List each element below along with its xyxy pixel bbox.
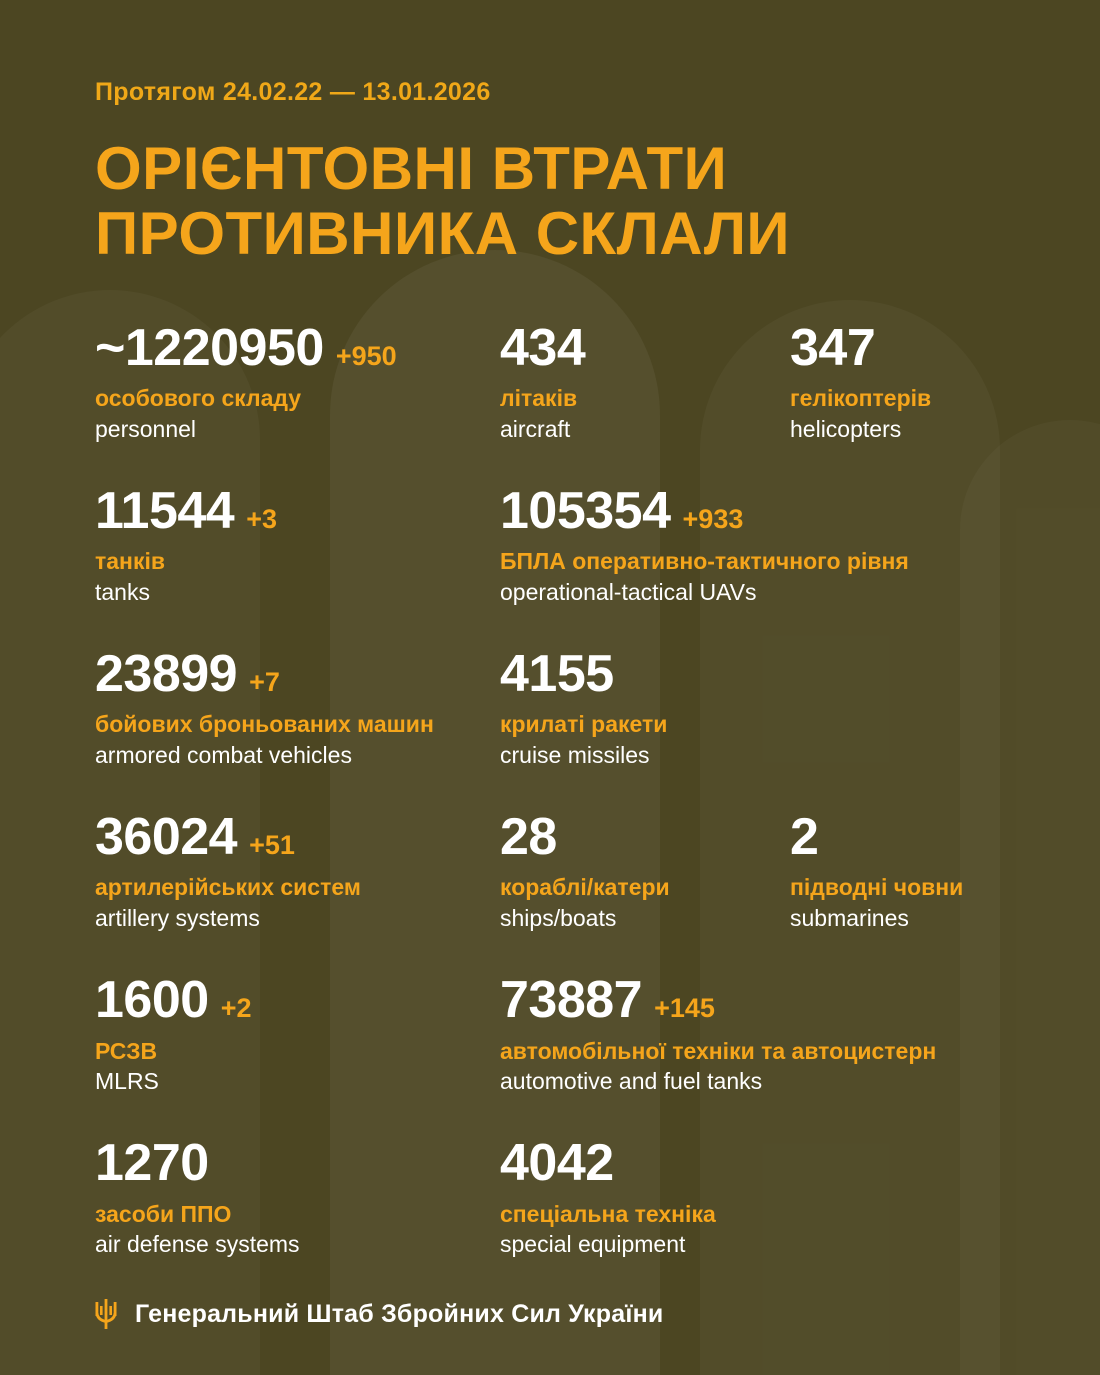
stat-label-ua: засоби ППО [95, 1200, 232, 1227]
stat-value-line [95, 481, 500, 540]
stat-armored-combat-vehicles [95, 644, 500, 770]
period-dash: — [329, 78, 356, 106]
losses-row [95, 481, 1005, 607]
stat-value-line [95, 1136, 500, 1191]
stat-value-line [95, 970, 500, 1029]
period-end-date: 13.01.2026 [362, 78, 491, 106]
stat-delta: +51 [249, 829, 295, 860]
footer-text: Генеральний Штаб Збройних Сил України [135, 1299, 664, 1328]
stat-personnel [95, 318, 500, 444]
stat-label-en: ships/boats [500, 905, 617, 932]
stat-value: 73887 [500, 970, 643, 1029]
stat-value-line [790, 807, 1005, 866]
stat-delta: +933 [682, 503, 744, 534]
stat-label-ua: підводні човни [790, 874, 964, 901]
stat-air-defense-systems [95, 1136, 500, 1259]
stat-value-line [790, 318, 1005, 377]
stat-label-en: air defense systems [95, 1231, 300, 1258]
stat-value-line [500, 481, 1100, 540]
stat-label-en: aircraft [500, 415, 571, 442]
stat-value-line [95, 807, 500, 866]
page-title [95, 137, 1005, 267]
stat-value: 105354 [500, 481, 671, 540]
stat-label-en: MLRS [95, 1068, 159, 1095]
stat-mlrs [95, 970, 500, 1096]
stat-label-en: special equipment [500, 1231, 686, 1258]
stat-label-en: helicopters [790, 415, 902, 442]
stat-tanks [95, 481, 500, 607]
trident-icon [95, 1299, 117, 1329]
stat-label-ua: спеціальна техніка [500, 1200, 716, 1227]
stat-cruise-missiles [500, 644, 1100, 770]
stat-value: 23899 [95, 644, 238, 703]
stat-label-en: armored combat vehicles [95, 742, 352, 769]
stat-delta: +3 [246, 503, 278, 534]
stat-helicopters [790, 318, 1005, 444]
stat-label-ua: танків [95, 548, 165, 575]
period-line [95, 0, 1005, 107]
losses-row [95, 1136, 1005, 1259]
stat-value: ~1220950 [95, 318, 324, 377]
stat-automotive-and-fuel-tanks [500, 970, 1100, 1096]
stat-label-ua: особового складу [95, 385, 302, 412]
stat-label-ua: РСЗВ [95, 1037, 158, 1064]
stat-label-ua: артилерійських систем [95, 874, 361, 901]
losses-row [95, 970, 1005, 1096]
stat-value-line [500, 970, 1100, 1029]
stat-special-equipment [500, 1136, 1100, 1259]
period-start: Протягом 24.02.22 [95, 78, 323, 106]
stat-submarines [790, 807, 1005, 933]
stat-delta: +145 [654, 992, 715, 1023]
losses-grid [95, 318, 1005, 1260]
stat-label-en: cruise missiles [500, 742, 650, 769]
stat-value: 1600 [95, 970, 209, 1029]
stat-value: 4042 [500, 1134, 614, 1193]
stat-label-en: artillery systems [95, 905, 260, 932]
stat-label-en: personnel [95, 415, 197, 442]
stat-delta: +2 [220, 992, 252, 1023]
stat-delta: +950 [335, 340, 397, 371]
stat-label-ua: бойових броньованих машин [95, 711, 434, 738]
stat-value: 1270 [95, 1134, 209, 1193]
stat-label-ua: кораблі/катери [500, 874, 670, 901]
stat-value: 28 [500, 807, 557, 866]
stat-value: 347 [790, 318, 876, 377]
stat-label-ua: БПЛА оперативно-тактичного рівня [500, 548, 909, 575]
stat-delta: +7 [249, 666, 280, 697]
stat-uavs [500, 481, 1100, 607]
losses-row [95, 318, 1005, 444]
stat-value: 2 [790, 807, 819, 866]
stat-label-en: submarines [790, 905, 909, 932]
stat-value-line [95, 318, 500, 377]
stat-label-ua: літаків [500, 385, 578, 412]
stat-label-en: tanks [95, 579, 150, 606]
stat-aircraft [500, 318, 790, 444]
stat-value-line [95, 644, 500, 703]
stat-value-line [500, 807, 790, 866]
stat-ships-boats [500, 807, 790, 933]
losses-row [95, 644, 1005, 770]
stat-label-ua: автомобільної техніки та автоцистерн [500, 1037, 937, 1064]
losses-row [95, 807, 1005, 933]
stat-label-ua: крилаті ракети [500, 711, 668, 738]
stat-value: 36024 [95, 807, 238, 866]
stat-value-line [500, 318, 790, 377]
page-title-line-2: ПРОТИВНИКА СКЛАЛИ [95, 199, 791, 267]
stat-value-line [500, 644, 1100, 703]
stat-value-line [500, 1136, 1100, 1191]
footer [95, 1299, 1005, 1369]
stat-value: 4155 [500, 644, 614, 703]
stat-value: 11544 [95, 481, 235, 540]
stat-value: 434 [500, 318, 586, 377]
stat-label-ua: гелікоптерів [790, 385, 932, 412]
page-title-line-1: ОРІЄНТОВНІ ВТРАТИ [95, 135, 728, 202]
stat-label-en: automotive and fuel tanks [500, 1068, 763, 1095]
stat-artillery-systems [95, 807, 500, 933]
stat-label-en: operational-tactical UAVs [500, 579, 757, 606]
